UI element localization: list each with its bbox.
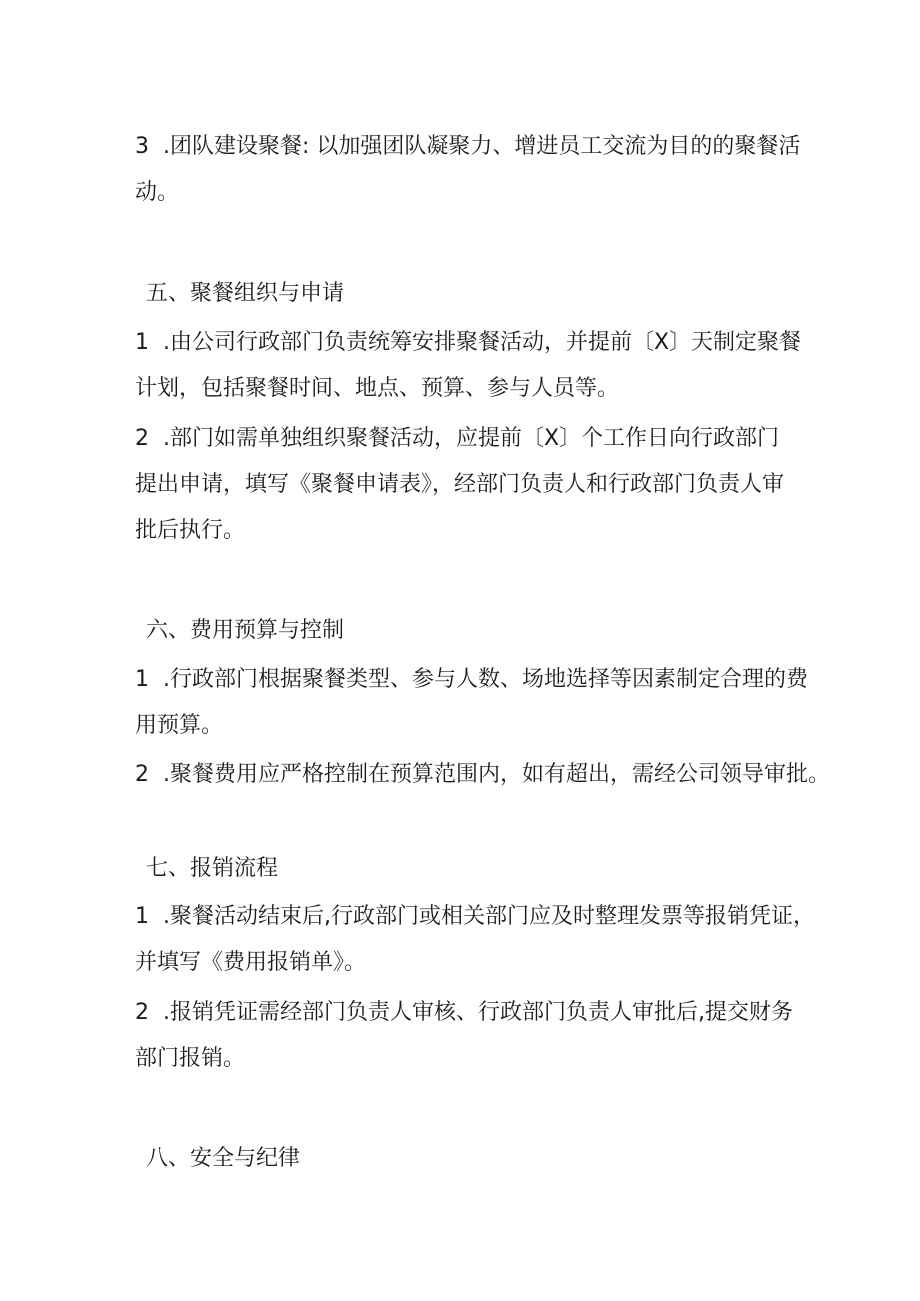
text-line: 1 .行政部门根据聚餐类型、参与人数、场地选择等因素制定合理的费 [135, 667, 808, 692]
section-heading-7: 七、报销流程 [146, 856, 279, 881]
item-6-2 [135, 752, 830, 798]
text-line: 动。 [135, 180, 180, 205]
section-heading-6: 六、费用预算与控制 [146, 618, 345, 643]
text-line: 2 .部门如需单独组织聚餐活动，应提前〔X〕个工作日向行政部门 [135, 426, 780, 451]
text-line: 3 .团队建设聚餐: 以加强团队凝聚力、增进员工交流为目的的聚餐活 [135, 134, 801, 159]
item-6-1 [135, 657, 808, 749]
section-heading-8: 八、安全与纪律 [146, 1146, 301, 1171]
text-line: 1 .聚餐活动结束后,行政部门或相关部门应及时整理发票等报销凭证， [135, 904, 815, 929]
item-5-2 [135, 416, 795, 554]
text-line: 计划，包括聚餐时间、地点、预算、参与人员等。 [135, 376, 620, 401]
text-line: 1 .由公司行政部门负责统筹安排聚餐活动，并提前〔X〕天制定聚餐 [135, 330, 802, 355]
item-7-2 [135, 990, 795, 1082]
text-line: 2 .聚餐费用应严格控制在预算范围内，如有超出，需经公司领导审批。 [135, 762, 830, 787]
section-heading-5: 五、聚餐组织与申请 [146, 281, 345, 306]
text-line: 提出申请，填写《聚餐申请表》，经部门负责人和行政部门负责人审 [135, 472, 785, 497]
item-5-1 [135, 320, 802, 412]
text-line: 用预算。 [135, 713, 224, 738]
text-line: 2 .报销凭证需经部门负责人审核、行政部门负责人审批后,提交财务 [135, 1000, 793, 1025]
text-line: 部门报销。 [135, 1046, 246, 1071]
item-7-1 [135, 894, 815, 986]
text-line: 并填写《费用报销单》。 [135, 950, 367, 975]
item-team-building-dinner [135, 124, 801, 216]
text-line: 批后执行。 [135, 518, 246, 543]
